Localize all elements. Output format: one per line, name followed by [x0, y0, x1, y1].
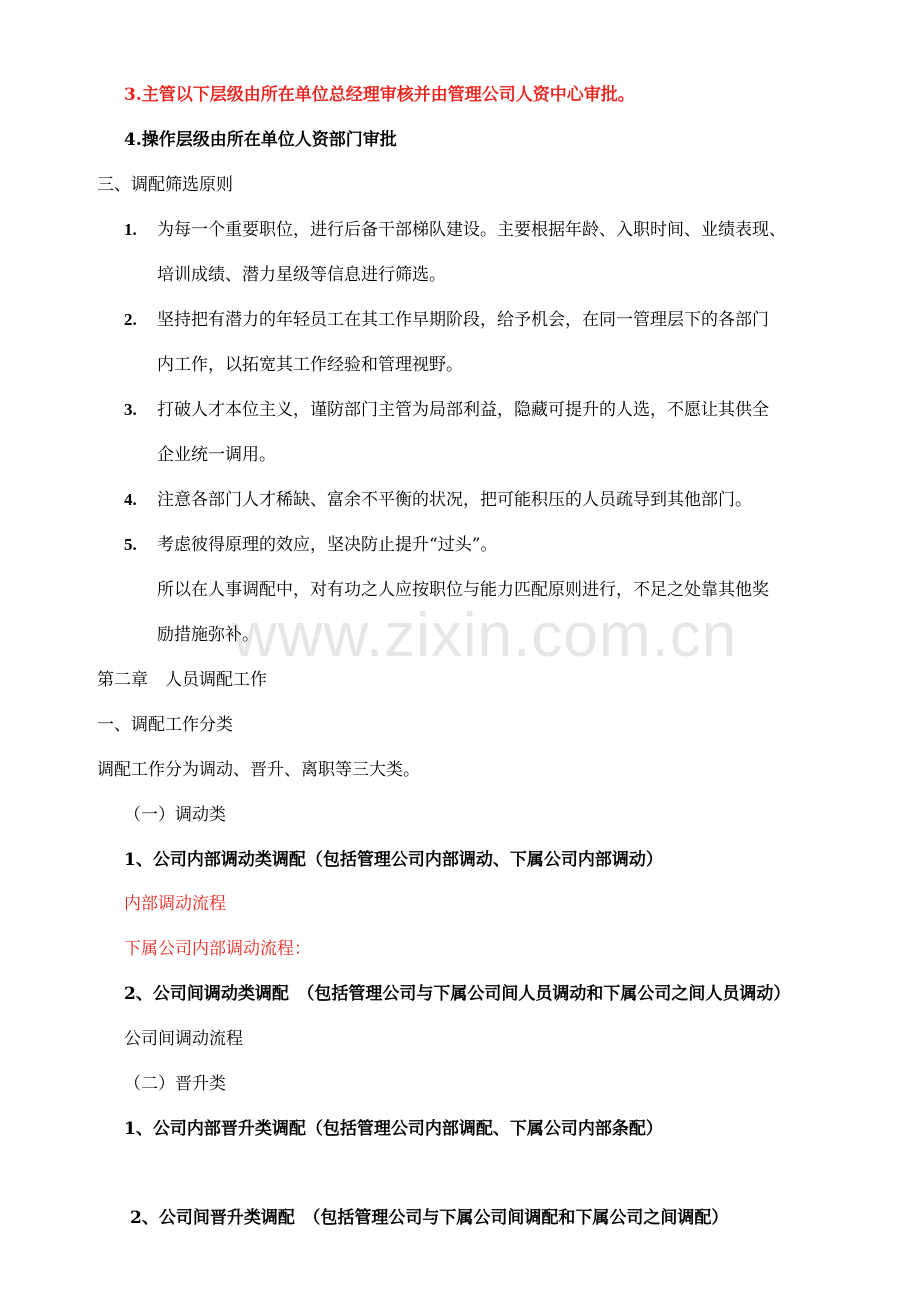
approval-line-4: 4.操作层级由所在单位人资部门审批: [124, 130, 397, 150]
conclusion-line-2: 励措施弥补。: [157, 625, 259, 645]
transfer-item-2: 2、公司间调动类调配 （包括管理公司与下属公司间人员调动和下属公司之间人员调动）: [124, 984, 791, 1004]
principle-number-4: 4.: [124, 490, 137, 509]
subsection-heading-classification: 一、调配工作分类: [97, 715, 233, 735]
approval-line-3: 3.主管以下层级由所在单位总经理审核并由管理公司人资中心审批。: [124, 85, 635, 105]
chapter-title: 第二章 人员调配工作: [97, 670, 267, 690]
transfer-heading: （一）调动类: [124, 805, 226, 825]
principle-number-5: 5.: [124, 535, 137, 554]
principle-number-3: 3.: [124, 400, 137, 419]
principle-5-line-1: 考虑彼得原理的效应，坚决防止提升“过头”。: [157, 535, 498, 555]
principle-number-2: 2.: [124, 310, 137, 329]
principle-1-line-1: 为每一个重要职位，进行后备干部梯队建设。主要根据年龄、入职时间、业绩表现、: [157, 220, 786, 240]
principle-2-line-1: 坚持把有潜力的年轻员工在其工作早期阶段，给予机会，在同一管理层下的各部门: [157, 310, 769, 330]
principle-1-line-2: 培训成绩、潜力星级等信息进行筛选。: [157, 265, 446, 285]
principle-4-line-1: 注意各部门人才稀缺、富余不平衡的状况，把可能积压的人员疏导到其他部门。: [157, 490, 752, 510]
promotion-item-2: 2、公司间晋升类调配 （包括管理公司与下属公司间调配和下属公司之间调配）: [130, 1208, 729, 1228]
promotion-item-1: 1、公司内部晋升类调配（包括管理公司内部调配、下属公司内部条配）: [124, 1119, 663, 1139]
subsidiary-internal-transfer-flow-label: 下属公司内部调动流程：: [124, 939, 311, 959]
principle-2-line-2: 内工作，以拓宽其工作经验和管理视野。: [157, 355, 463, 375]
principle-3-line-1: 打破人才本位主义，谨防部门主管为局部利益，隐藏可提升的人选，不愿让其供全: [157, 400, 769, 420]
section-heading-principles: 三、调配筛选原则: [97, 175, 233, 195]
classification-intro: 调配工作分为调动、晋升、离职等三大类。: [97, 760, 420, 780]
principle-number-1: 1.: [124, 220, 137, 239]
promotion-heading: （二）晋升类: [124, 1074, 226, 1094]
transfer-item-1: 1、公司内部调动类调配（包括管理公司内部调动、下属公司内部调动）: [124, 850, 663, 870]
internal-transfer-flow-label: 内部调动流程: [124, 894, 226, 914]
watermark-text: www.zixin.com.cn: [232, 601, 738, 670]
conclusion-line-1: 所以在人事调配中，对有功之人应按职位与能力匹配原则进行，不足之处靠其他奖: [157, 580, 769, 600]
principle-3-line-2: 企业统一调用。: [157, 445, 276, 465]
inter-company-transfer-flow-label: 公司间调动流程: [124, 1029, 243, 1049]
